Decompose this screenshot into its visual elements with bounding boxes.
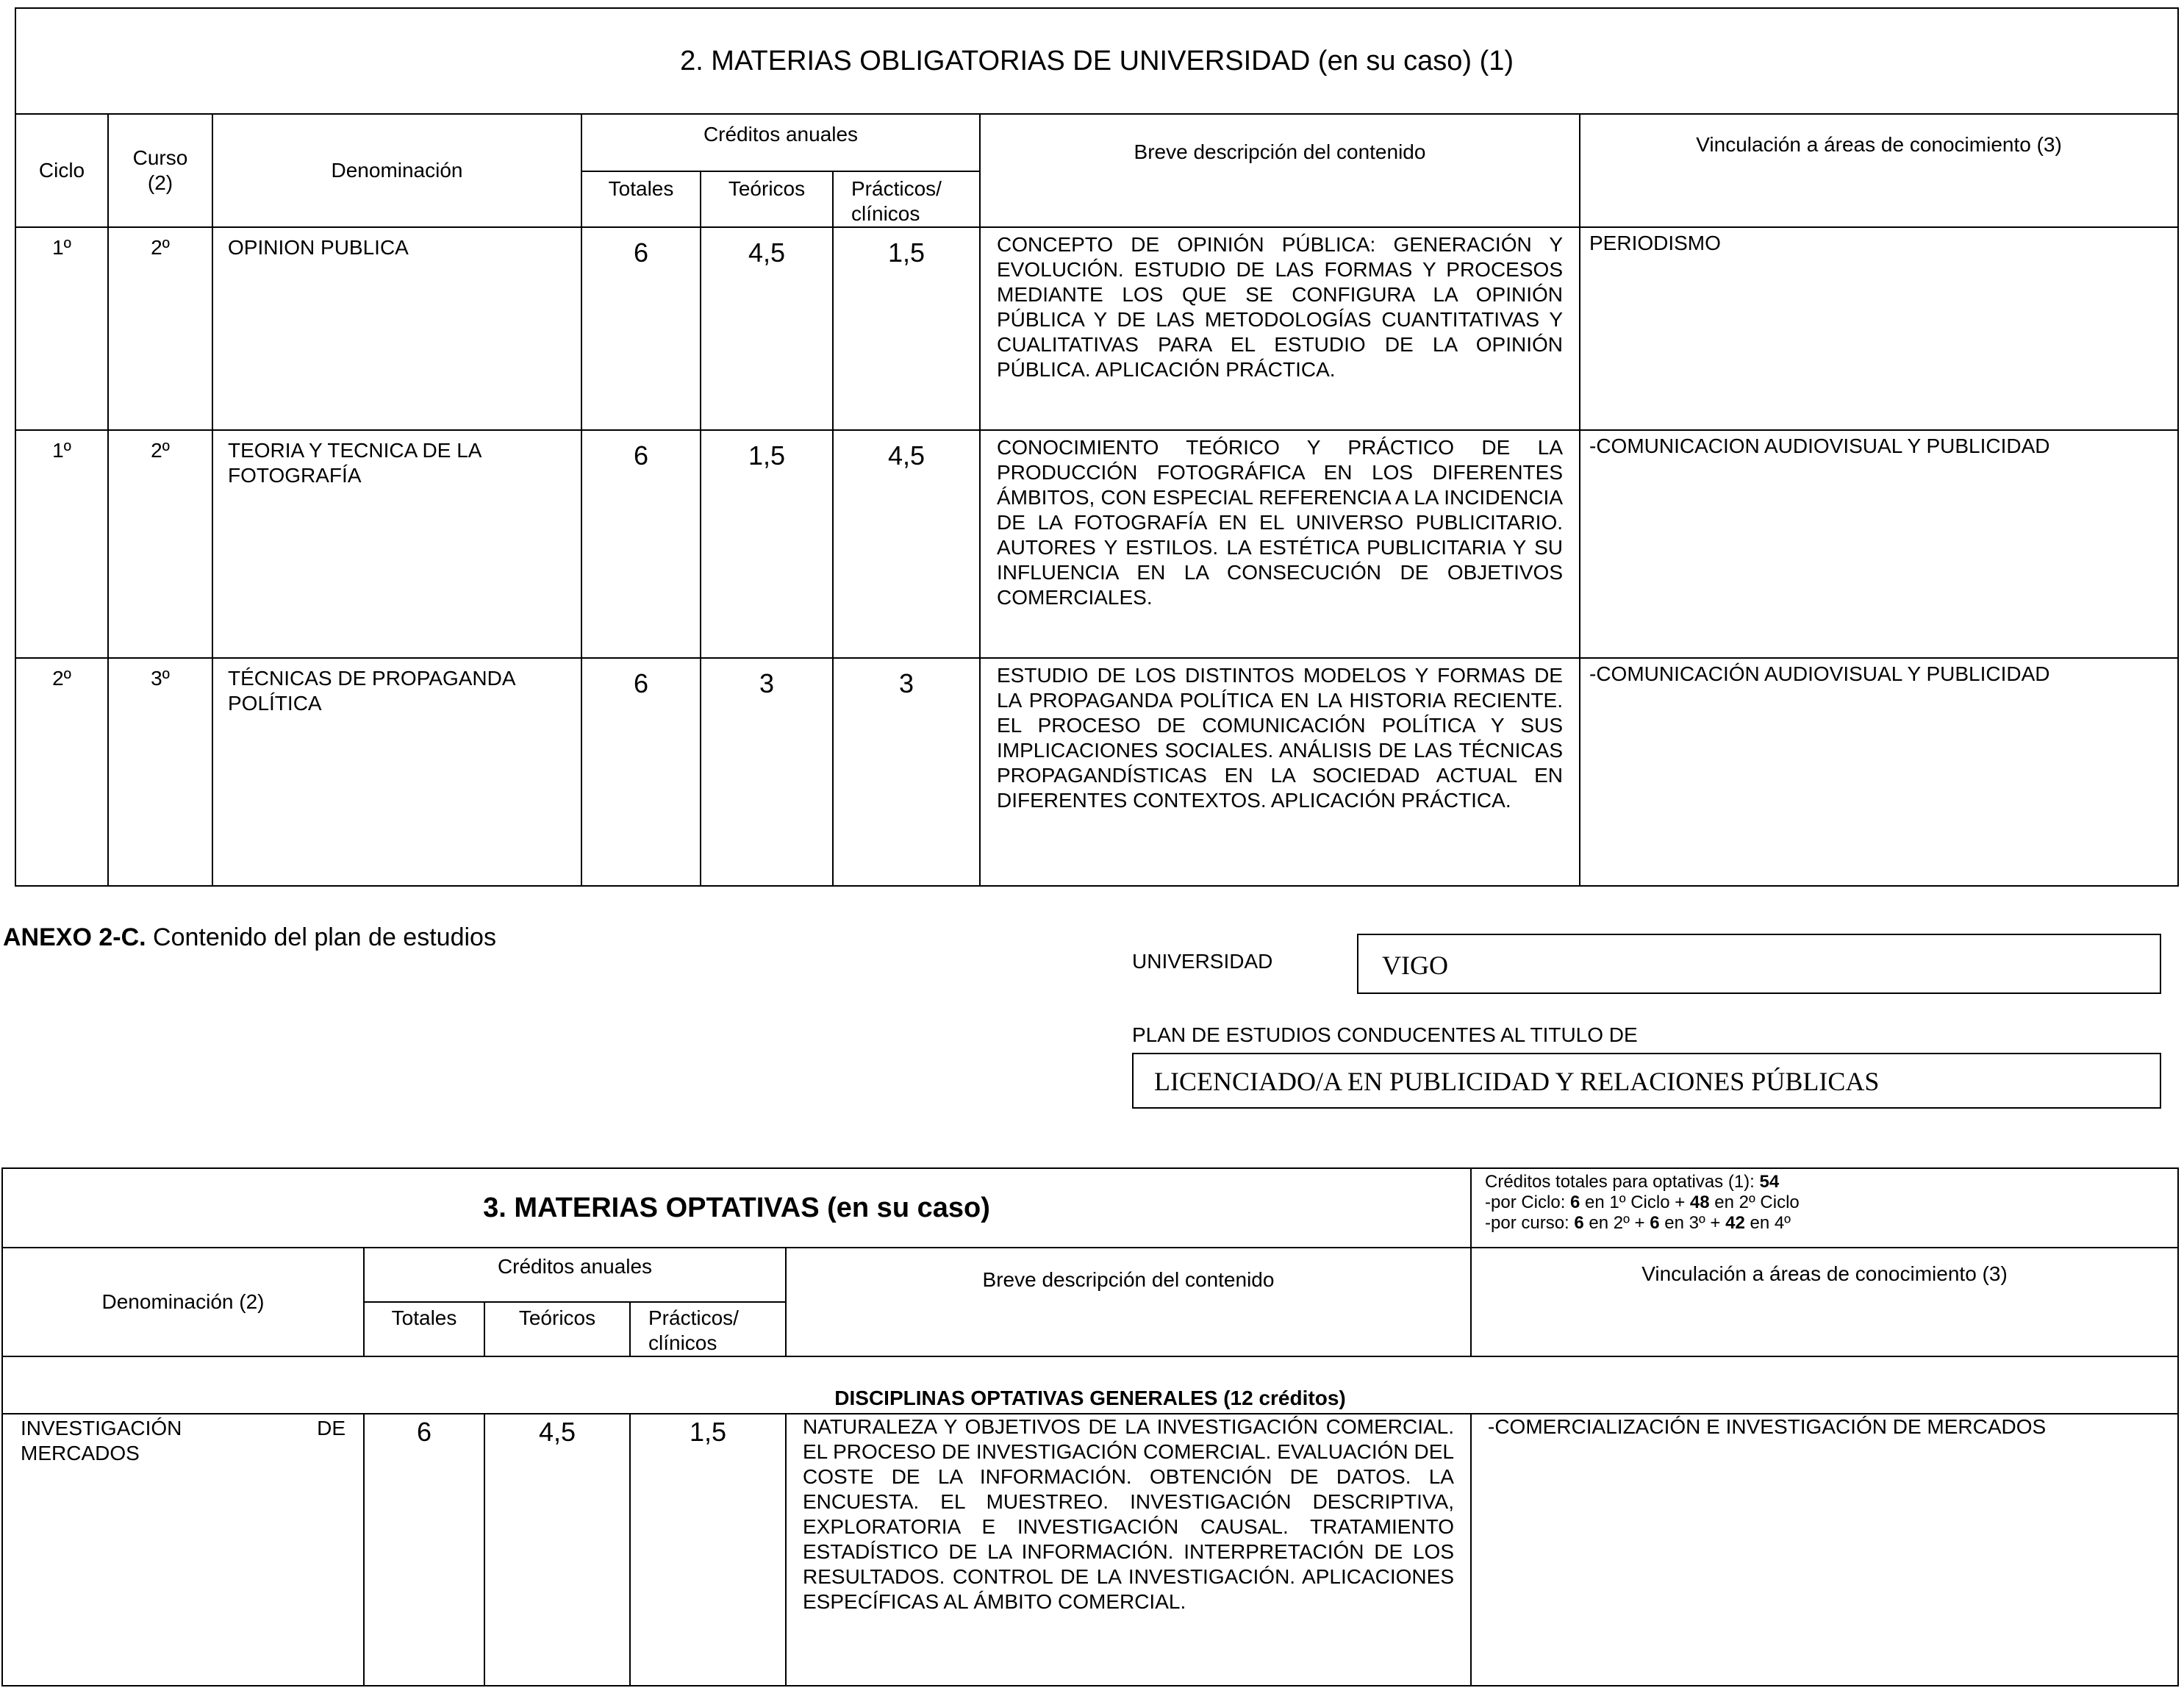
teoricos-cell: 4,5 <box>701 227 833 430</box>
header-vinculacion: Vinculación a áreas de conocimiento (3) <box>1580 114 2178 227</box>
teoricos-cell: 1,5 <box>701 430 833 658</box>
header-descripcion: Breve descripción del contenido <box>980 114 1580 227</box>
ciclo-cell: 2º <box>15 658 108 886</box>
ciclo-cell: 1º <box>15 227 108 430</box>
header-totales: Totales <box>581 171 701 227</box>
plan-label: PLAN DE ESTUDIOS CONDUCENTES AL TITULO DE <box>1132 1023 1638 1046</box>
header-practicos: Prácticos/ clínicos <box>630 1302 786 1356</box>
practicos-cell: 1,5 <box>833 227 980 430</box>
section2-title: 2. MATERIAS OBLIGATORIAS DE UNIVERSIDAD (en su caso) (1) <box>15 8 2178 114</box>
descripcion-cell: CONOCIMIENTO TEÓRICO Y PRÁCTICO DE LA PRODUCCIÓN FOTOGRÁFICA EN LOS DIFERENTES ÁMBITOS, CON ESPECIAL REFERENCIA A LA INCIDENCIA DE LA FOTOGRAFÍA EN EL UNIVERSO PUBLICITARIO. AUTORES Y ESTILOS. LA ESTÉTICA PUBLICITARIA Y SU INFLUENCIA EN LA CONSECUCIÓN DE OBJETIVOS COMERCIALES. <box>980 430 1580 658</box>
teoricos-cell: 3 <box>701 658 833 886</box>
totales-cell: 6 <box>364 1414 484 1686</box>
practicos-cell: 3 <box>833 658 980 886</box>
table-row <box>15 227 2178 430</box>
vinculacion-cell: -COMUNICACIÓN AUDIOVISUAL Y PUBLICIDAD <box>1580 658 2178 886</box>
denominacion-cell: OPINION PUBLICA <box>212 227 581 430</box>
curso-cell: 2º <box>108 227 212 430</box>
denominacion-cell: INVESTIGACIÓN DE MERCADOS <box>2 1414 364 1686</box>
totales-cell: 6 <box>581 430 701 658</box>
annex-label: ANEXO 2-C. <box>3 923 146 951</box>
header-denominacion: Denominación (2) <box>2 1248 364 1356</box>
header-denominacion: Denominación <box>212 114 581 227</box>
descripcion-cell: NATURALEZA Y OBJETIVOS DE LA INVESTIGACIÓN COMERCIAL. EL PROCESO DE INVESTIGACIÓN COMERCIAL. EVALUACIÓN DEL COSTE DE LA INFORMACIÓN. OBTENCIÓN DE DATOS. LA ENCUESTA. EL MUESTREO. INVESTIGACIÓN DESCRIPTIVA, EXPLORATORIA E INVESTIGACIÓN CAUSAL. TRATAMIENTO ESTADÍSTICO DE LA INFORMACIÓN. INTERPRETACIÓN DE LOS RESULTADOS. CONTROL DE LA INVESTIGACIÓN. APLICACIONES ESPECÍFICAS AL ÁMBITO COMERCIAL. <box>786 1414 1471 1686</box>
plan-value: LICENCIADO/A EN PUBLICIDAD Y RELACIONES PÚBLICAS <box>1154 1067 1880 1096</box>
annex-heading <box>3 923 496 952</box>
header-descripcion: Breve descripción del contenido <box>786 1248 1471 1356</box>
header-vinculacion: Vinculación a áreas de conocimiento (3) <box>1471 1248 2178 1356</box>
group-title: DISCIPLINAS OPTATIVAS GENERALES (12 créditos) <box>2 1356 2178 1414</box>
totales-cell: 6 <box>581 227 701 430</box>
universidad-value: VIGO <box>1382 951 1448 980</box>
practicos-cell: 4,5 <box>833 430 980 658</box>
ciclo-cell: 1º <box>15 430 108 658</box>
header-teoricos: Teóricos <box>484 1302 630 1356</box>
table-row <box>2 1414 2178 1686</box>
denominacion-cell: TÉCNICAS DE PROPAGANDA POLÍTICA <box>212 658 581 886</box>
vinculacion-cell: -COMUNICACION AUDIOVISUAL Y PUBLICIDAD <box>1580 430 2178 658</box>
curso-cell: 2º <box>108 430 212 658</box>
header-curso: Curso (2) <box>108 114 212 227</box>
header-creditos: Créditos anuales <box>364 1248 786 1302</box>
plan-field <box>1132 1053 2161 1109</box>
vinculacion-cell: -COMERCIALIZACIÓN E INVESTIGACIÓN DE MERCADOS <box>1471 1414 2178 1686</box>
header-practicos: Prácticos/ clínicos <box>833 171 980 227</box>
descripcion-cell: CONCEPTO DE OPINIÓN PÚBLICA: GENERACIÓN Y EVOLUCIÓN. ESTUDIO DE LAS FORMAS Y PROCESOS MEDIANTE LOS QUE SE CONFIGURA LA OPINIÓN PÚBLICA Y DE LAS METODOLOGÍAS CUANTITATIVAS Y CUALITATIVAS PARA EL ESTUDIO DE LA OPINIÓN PÚBLICA. APLICACIÓN PRÁCTICA. <box>980 227 1580 430</box>
practicos-cell: 1,5 <box>630 1414 786 1686</box>
descripcion-cell: ESTUDIO DE LOS DISTINTOS MODELOS Y FORMAS DE LA PROPAGANDA POLÍTICA EN LA HISTORIA RECIENTE. EL PROCESO DE COMUNICACIÓN POLÍTICA Y SUS IMPLICACIONES SOCIALES. ANÁLISIS DE LAS TÉCNICAS PROPAGANDÍSTICAS EN LA SOCIEDAD ACTUAL EN DIFERENTES CONTEXTOS. APLICACIÓN PRÁCTICA. <box>980 658 1580 886</box>
header-teoricos: Teóricos <box>701 171 833 227</box>
header-totales: Totales <box>364 1302 484 1356</box>
totales-cell: 6 <box>581 658 701 886</box>
section3-table <box>1 1167 2179 1687</box>
curso-cell: 3º <box>108 658 212 886</box>
section3-title: 3. MATERIAS OPTATIVAS (en su caso) <box>2 1168 1471 1248</box>
table-row <box>15 430 2178 658</box>
optativas-totals: Créditos totales para optativas (1): 54 -por Ciclo: 6 en 1º Ciclo + 48 en 2º Ciclo -por curso: 6 en 2º + 6 en 3º + 42 en 4º <box>1471 1168 2178 1248</box>
header-creditos: Créditos anuales <box>581 114 980 171</box>
denominacion-cell: TEORIA Y TECNICA DE LA FOTOGRAFÍA <box>212 430 581 658</box>
vinculacion-cell: PERIODISMO <box>1580 227 2178 430</box>
header-ciclo: Ciclo <box>15 114 108 227</box>
universidad-field <box>1357 934 2161 994</box>
section2-table <box>15 7 2179 887</box>
annex-subtitle: Contenido del plan de estudios <box>146 923 496 951</box>
table-row <box>15 658 2178 886</box>
teoricos-cell: 4,5 <box>484 1414 630 1686</box>
universidad-label: UNIVERSIDAD <box>1132 950 1273 973</box>
